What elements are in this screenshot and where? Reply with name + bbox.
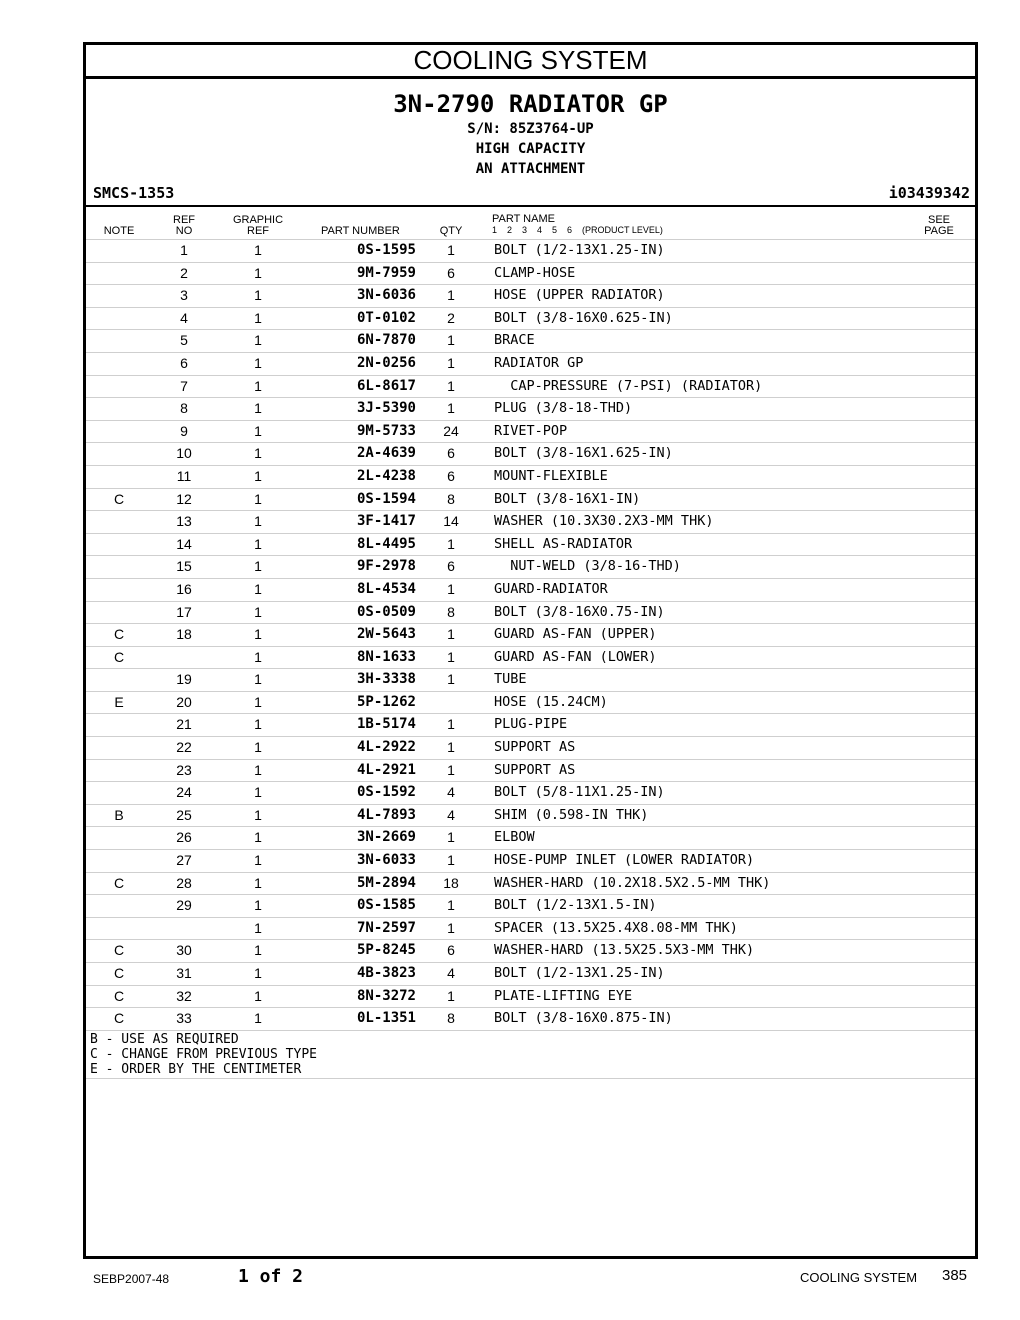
row-part-name: PLATE-LIFTING EYE [494,987,633,1004]
row-note: C [113,874,125,891]
row-ref-no: 22 [176,739,192,756]
table-row [86,668,975,691]
note-line: B - USE AS REQUIRED [90,1031,239,1047]
row-ref-no: 31 [176,965,192,981]
table-row [86,329,975,352]
row-part-name: SUPPORT AS [494,761,576,778]
row-part-name: SUPPORT AS [494,739,576,756]
row-part-number: 0S-1585 [356,897,416,914]
col-part-number: PART NUMBER [321,225,400,237]
col-part-name: PART NAME [492,213,555,225]
row-qty: 1 [447,716,455,733]
row-part-number: 0S-0509 [356,603,416,620]
table-row [86,442,975,465]
col-ref-bottom: NO [175,225,193,237]
row-ref-no: 16 [176,580,192,597]
table-row [86,420,975,443]
row-ref-no: 28 [176,874,192,891]
row-note: C [113,942,125,959]
row-note: E [114,693,124,710]
row-part-number: 3F-1417 [356,513,416,530]
col-product-level: 1 2 3 4 5 6 (PRODUCT LEVEL) [492,225,663,235]
row-part-number: 8N-1633 [356,648,416,665]
row-part-number: 2L-4238 [356,467,416,484]
col-ref-top: REF [173,214,195,226]
row-graphic-ref: 1 [254,332,262,349]
row-graphic-ref: 1 [254,422,262,439]
row-ref-no: 11 [176,467,192,484]
row-part-name: WASHER (10.3X30.2X3-MM THK) [494,513,714,530]
row-qty: 1 [447,580,455,597]
row-ref-no: 33 [176,1010,192,1027]
row-graphic-ref: 1 [254,897,262,914]
row-graphic-ref: 1 [254,829,262,846]
row-part-number: 6N-7870 [356,332,416,349]
row-qty: 6 [447,558,455,575]
row-ref-no: 32 [176,987,192,1004]
table-row [86,307,975,330]
row-part-name: SPACER (13.5X25.4X8.08-MM THK) [494,919,738,936]
row-graphic-ref: 1 [254,852,262,869]
row-ref-no: 7 [180,377,188,394]
table-row [86,917,975,940]
row-ref-no: 13 [176,513,192,530]
row-part-name: BOLT (3/8-16X0.75-IN) [494,603,665,620]
col-note: NOTE [103,225,135,237]
row-ref-no: 25 [176,806,192,823]
row-qty: 6 [447,467,455,484]
row-part-number: 5M-2894 [356,874,416,891]
table-row [86,397,975,420]
row-part-number: 6L-8617 [356,377,416,394]
row-part-name: BOLT (5/8-11X1.25-IN) [494,784,665,801]
footer-page-of: 1 of 2 [238,1266,304,1287]
row-part-number: 0T-0102 [356,309,416,326]
row-ref-no: 24 [176,784,192,801]
table-row [86,849,975,872]
row-part-number: 9M-5733 [356,422,416,439]
row-graphic-ref: 1 [254,264,262,281]
row-part-name: MOUNT-FLEXIBLE [494,467,608,484]
row-ref-no: 27 [176,852,192,869]
row-part-number: 0S-1594 [356,490,416,507]
row-qty: 14 [443,513,459,530]
table-row [86,1007,975,1030]
row-part-number: 0S-1592 [356,784,416,801]
row-graphic-ref: 1 [254,806,262,823]
row-part-number: 3J-5390 [356,400,416,417]
row-part-number: 4L-2922 [356,739,416,756]
row-part-number: 3H-3338 [356,671,416,688]
row-qty: 1 [447,377,455,394]
row-ref-no: 23 [176,761,192,778]
row-ref-no: 21 [176,716,192,733]
row-qty: 1 [447,671,455,688]
table-row [86,623,975,646]
row-graphic-ref: 1 [254,987,262,1004]
group-title: 3N-2790 RADIATOR GP [393,90,668,118]
row-qty: 1 [447,852,455,869]
row-part-number: 3N-6036 [356,287,416,304]
row-graphic-ref: 1 [254,761,262,778]
notes-legend [86,1030,975,1079]
row-qty: 1 [447,400,455,417]
table-row [86,691,975,714]
table-row [86,804,975,827]
row-part-name: BOLT (1/2-13X1.25-IN) [494,965,665,981]
row-graphic-ref: 1 [254,490,262,507]
row-qty: 4 [447,965,455,981]
table-row [86,352,975,375]
column-headers [86,211,975,239]
row-qty: 1 [447,626,455,643]
row-part-number: 4L-2921 [356,761,416,778]
row-part-number: 5P-1262 [356,693,416,710]
row-part-name: ELBOW [494,829,535,846]
row-note: B [114,806,124,823]
row-graphic-ref: 1 [254,671,262,688]
row-graphic-ref: 1 [254,716,262,733]
row-ref-no: 2 [180,264,188,281]
table-row [86,375,975,398]
row-note: C [113,965,125,981]
section-title: COOLING SYSTEM [86,45,975,79]
footer-section: COOLING SYSTEM [800,1270,918,1285]
group-description-2: AN ATTACHMENT [475,161,586,177]
row-part-number: 4B-3823 [356,965,416,981]
row-qty: 4 [447,784,455,801]
table-row [86,713,975,736]
row-qty: 2 [447,309,455,326]
row-graphic-ref: 1 [254,580,262,597]
row-qty: 1 [447,332,455,349]
row-graphic-ref: 1 [254,377,262,394]
row-graphic-ref: 1 [254,242,262,258]
row-part-number: 8L-4495 [356,535,416,552]
row-part-number: 3N-2669 [356,829,416,846]
parts-list [86,239,975,1030]
row-ref-no: 12 [176,490,192,507]
table-row [86,488,975,511]
row-part-name: TUBE [494,671,527,688]
table-row [86,533,975,556]
table-row [86,284,975,307]
row-part-name: BOLT (3/8-16X1-IN) [494,490,641,507]
note-line: C - CHANGE FROM PREVIOUS TYPE [90,1046,317,1062]
row-note: C [113,490,125,507]
row-part-name: PLUG (3/8-18-THD) [494,400,633,417]
row-part-name: BOLT (3/8-16X0.625-IN) [494,309,673,326]
table-row [86,262,975,285]
row-part-number: 9F-2978 [356,558,416,575]
row-graphic-ref: 1 [254,648,262,665]
row-graphic-ref: 1 [254,603,262,620]
row-ref-no: 4 [180,309,188,326]
col-graphic-bottom: REF [247,225,269,237]
row-ref-no: 20 [176,693,192,710]
row-ref-no: 26 [176,829,192,846]
table-row [86,781,975,804]
row-part-name: BRACE [494,332,535,349]
row-qty: 1 [447,287,455,304]
footer-doc-id: SEBP2007-48 [93,1272,170,1286]
row-ref-no: 15 [176,558,192,575]
table-row [86,939,975,962]
row-ref-no: 3 [180,287,188,304]
row-qty: 8 [447,1010,455,1027]
row-graphic-ref: 1 [254,467,262,484]
row-graphic-ref: 1 [254,965,262,981]
row-part-name: GUARD-RADIATOR [494,580,608,597]
row-part-name: HOSE (15.24CM) [494,693,608,710]
row-ref-no: 9 [180,422,188,439]
table-row [86,646,975,669]
col-graphic-top: GRAPHIC [232,214,284,226]
table-row [86,872,975,895]
group-header [86,79,975,211]
row-part-name: HOSE-PUMP INLET (LOWER RADIATOR) [494,852,755,869]
row-qty: 1 [447,897,455,914]
row-part-name: CLAMP-HOSE [494,264,576,281]
row-graphic-ref: 1 [254,919,262,936]
row-note: C [113,648,125,665]
table-row [86,239,975,262]
footer-page-number: 385 [942,1267,968,1284]
row-graphic-ref: 1 [254,942,262,959]
row-ref-no: 30 [176,942,192,959]
table-row [86,985,975,1008]
row-part-number: 2N-0256 [356,354,416,371]
row-qty: 4 [447,806,455,823]
row-part-name: HOSE (UPPER RADIATOR) [494,287,665,304]
table-row [86,826,975,849]
col-see-top: SEE [927,214,950,226]
row-qty: 6 [447,942,455,959]
row-qty: 1 [447,648,455,665]
row-part-number: 8N-3272 [356,987,416,1004]
row-ref-no: 10 [176,445,192,462]
row-ref-no: 18 [176,626,192,643]
row-part-name: BOLT (3/8-16X0.875-IN) [494,1010,673,1027]
row-ref-no: 14 [176,535,192,552]
row-part-number: 2A-4639 [356,445,416,462]
col-see-bottom: PAGE [924,225,954,237]
row-qty: 1 [447,919,455,936]
row-ref-no: 8 [180,400,188,417]
row-part-number: 9M-7959 [356,264,416,281]
group-description-1: HIGH CAPACITY [475,141,586,157]
row-part-name: SHIM (0.598-IN THK) [494,806,649,823]
row-graphic-ref: 1 [254,558,262,575]
row-graphic-ref: 1 [254,535,262,552]
row-part-name: WASHER-HARD (13.5X25.5X3-MM THK) [494,942,755,959]
row-part-number: 2W-5643 [356,626,416,643]
row-part-name: RADIATOR GP [494,354,584,371]
row-part-name: BOLT (3/8-16X1.625-IN) [494,445,673,462]
table-row [86,962,975,985]
row-part-name: GUARD AS-FAN (LOWER) [494,648,657,665]
row-part-number: 0S-1595 [356,242,416,258]
row-note: C [113,1010,125,1027]
row-part-name: CAP-PRESSURE (7-PSI) (RADIATOR) [494,377,763,394]
row-note: C [113,987,125,1004]
table-row [86,465,975,488]
row-note: C [113,626,125,643]
header-rule [86,205,975,207]
row-part-number: 1B-5174 [356,716,416,733]
row-qty: 1 [447,761,455,778]
row-part-name: BOLT (1/2-13X1.5-IN) [494,897,657,914]
row-qty: 8 [447,490,455,507]
row-graphic-ref: 1 [254,287,262,304]
row-graphic-ref: 1 [254,309,262,326]
row-qty: 24 [443,422,459,439]
row-graphic-ref: 1 [254,784,262,801]
row-qty: 1 [447,829,455,846]
table-row [86,601,975,624]
row-ref-no: 5 [180,332,188,349]
row-qty: 8 [447,603,455,620]
row-ref-no: 29 [176,897,192,914]
row-graphic-ref: 1 [254,1010,262,1027]
row-part-name: BOLT (1/2-13X1.25-IN) [494,242,665,258]
row-part-name: GUARD AS-FAN (UPPER) [494,626,657,643]
note-line: E - ORDER BY THE CENTIMETER [90,1061,302,1077]
row-graphic-ref: 1 [254,693,262,710]
serial-number: S/N: 85Z3764-UP [467,121,594,137]
row-part-number: 5P-8245 [356,942,416,959]
row-graphic-ref: 1 [254,626,262,643]
parts-page-frame [83,42,978,1259]
row-graphic-ref: 1 [254,739,262,756]
row-ref-no: 17 [176,603,192,620]
row-ref-no: 1 [180,242,188,258]
row-part-number: 3N-6033 [356,852,416,869]
table-row [86,555,975,578]
row-ref-no: 6 [180,354,188,371]
row-qty: 6 [447,264,455,281]
row-part-number: 0L-1351 [356,1010,416,1027]
smcs-code: SMCS-1353 [93,184,175,202]
row-qty: 1 [447,739,455,756]
row-part-name: SHELL AS-RADIATOR [494,535,633,552]
illustration-id: i03439342 [888,184,970,202]
table-row [86,894,975,917]
col-qty: QTY [439,225,463,237]
row-part-name: RIVET-POP [494,422,568,439]
row-part-name: WASHER-HARD (10.2X18.5X2.5-MM THK) [494,874,771,891]
row-part-number: 4L-7893 [356,806,416,823]
row-graphic-ref: 1 [254,354,262,371]
row-graphic-ref: 1 [254,513,262,530]
row-part-name: NUT-WELD (3/8-16-THD) [494,558,681,575]
row-graphic-ref: 1 [254,445,262,462]
row-graphic-ref: 1 [254,400,262,417]
table-row [86,578,975,601]
table-row [86,510,975,533]
row-qty: 1 [447,242,455,258]
page-footer [0,1262,1020,1292]
row-qty: 1 [447,987,455,1004]
row-qty: 6 [447,445,455,462]
table-row [86,759,975,782]
row-qty: 18 [443,874,459,891]
row-qty: 1 [447,354,455,371]
row-qty: 1 [447,535,455,552]
row-part-number: 8L-4534 [356,580,416,597]
row-graphic-ref: 1 [254,874,262,891]
table-row [86,736,975,759]
row-part-number: 7N-2597 [356,919,416,936]
row-ref-no: 19 [176,671,192,688]
row-part-name: PLUG-PIPE [494,716,568,733]
